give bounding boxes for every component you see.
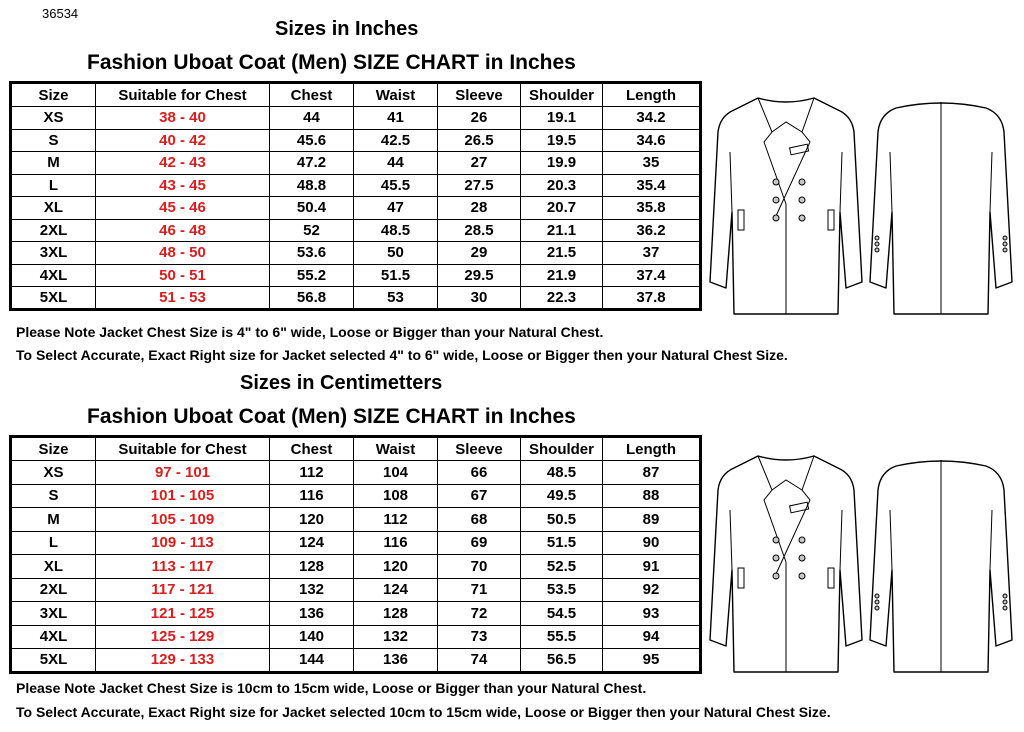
measurement-cell: 27 xyxy=(438,152,521,175)
chest-range-cell: 45 - 46 xyxy=(96,197,270,220)
measurement-cell: 42.5 xyxy=(354,129,438,152)
size-cell: M xyxy=(11,508,96,532)
measurement-cell: 55.2 xyxy=(270,264,354,287)
inches-note-2: To Select Accurate, Exact Right size for Jacket selected 4" to 6" wide, Loose or Bigger then your Natural Chest Size. xyxy=(16,347,788,363)
measurement-cell: 128 xyxy=(354,602,438,626)
measurement-cell: 21.1 xyxy=(521,219,603,242)
measurement-cell: 69 xyxy=(438,531,521,555)
measurement-cell: 48.8 xyxy=(270,174,354,197)
measurement-cell: 35 xyxy=(603,152,701,175)
measurement-cell: 67 xyxy=(438,484,521,508)
coat-back-icon xyxy=(866,450,1016,680)
measurement-cell: 104 xyxy=(354,461,438,485)
chest-range-cell: 40 - 42 xyxy=(96,129,270,152)
measurement-cell: 88 xyxy=(603,484,701,508)
measurement-cell: 92 xyxy=(603,578,701,602)
measurement-cell: 112 xyxy=(270,461,354,485)
measurement-cell: 54.5 xyxy=(521,602,603,626)
column-header: Suitable for Chest xyxy=(96,83,270,107)
measurement-cell: 66 xyxy=(438,461,521,485)
table-row xyxy=(11,219,701,242)
measurement-cell: 116 xyxy=(270,484,354,508)
measurement-cell: 74 xyxy=(438,649,521,673)
table-row xyxy=(11,484,701,508)
measurement-cell: 26 xyxy=(438,107,521,130)
table-header-row xyxy=(11,437,701,461)
size-table-inches xyxy=(9,81,702,311)
inches-title: Fashion Uboat Coat (Men) SIZE CHART in Inches xyxy=(87,51,576,74)
measurement-cell: 124 xyxy=(354,578,438,602)
table-row xyxy=(11,461,701,485)
measurement-cell: 28 xyxy=(438,197,521,220)
measurement-cell: 108 xyxy=(354,484,438,508)
table-header-row xyxy=(11,83,701,107)
measurement-cell: 87 xyxy=(603,461,701,485)
measurement-cell: 45.5 xyxy=(354,174,438,197)
table-row xyxy=(11,107,701,130)
size-cell: XL xyxy=(11,197,96,220)
size-cell: 5XL xyxy=(11,287,96,310)
measurement-cell: 20.7 xyxy=(521,197,603,220)
column-header: Chest xyxy=(270,83,354,107)
size-cell: 2XL xyxy=(11,219,96,242)
size-cell: S xyxy=(11,129,96,152)
measurement-cell: 128 xyxy=(270,555,354,579)
measurement-cell: 52 xyxy=(270,219,354,242)
table-row xyxy=(11,602,701,626)
measurement-cell: 70 xyxy=(438,555,521,579)
column-header: Length xyxy=(603,437,701,461)
measurement-cell: 35.8 xyxy=(603,197,701,220)
table-row xyxy=(11,152,701,175)
measurement-cell: 20.3 xyxy=(521,174,603,197)
table-row xyxy=(11,197,701,220)
measurement-cell: 26.5 xyxy=(438,129,521,152)
column-header: Length xyxy=(603,83,701,107)
size-cell: M xyxy=(11,152,96,175)
measurement-cell: 136 xyxy=(270,602,354,626)
chest-range-cell: 105 - 109 xyxy=(96,508,270,532)
size-cell: XS xyxy=(11,461,96,485)
measurement-cell: 53.5 xyxy=(521,578,603,602)
size-table-cm xyxy=(9,435,702,674)
table-row xyxy=(11,555,701,579)
coat-front-icon xyxy=(706,450,866,680)
measurement-cell: 49.5 xyxy=(521,484,603,508)
table-row xyxy=(11,242,701,265)
chest-range-cell: 38 - 40 xyxy=(96,107,270,130)
measurement-cell: 37.4 xyxy=(603,264,701,287)
measurement-cell: 56.5 xyxy=(521,649,603,673)
chest-range-cell: 97 - 101 xyxy=(96,461,270,485)
column-header: Shoulder xyxy=(521,83,603,107)
measurement-cell: 37 xyxy=(603,242,701,265)
measurement-cell: 48.5 xyxy=(521,461,603,485)
inches-note-1: Please Note Jacket Chest Size is 4" to 6" wide, Loose or Bigger than your Natural Chest. xyxy=(16,324,604,340)
measurement-cell: 50.4 xyxy=(270,197,354,220)
measurement-cell: 21.5 xyxy=(521,242,603,265)
measurement-cell: 112 xyxy=(354,508,438,532)
size-cell: XS xyxy=(11,107,96,130)
chest-range-cell: 117 - 121 xyxy=(96,578,270,602)
chest-range-cell: 46 - 48 xyxy=(96,219,270,242)
measurement-cell: 27.5 xyxy=(438,174,521,197)
column-header: Waist xyxy=(354,83,438,107)
table-row xyxy=(11,508,701,532)
column-header: Size xyxy=(11,437,96,461)
size-cell: S xyxy=(11,484,96,508)
measurement-cell: 36.2 xyxy=(603,219,701,242)
table-row xyxy=(11,129,701,152)
measurement-cell: 140 xyxy=(270,625,354,649)
measurement-cell: 89 xyxy=(603,508,701,532)
measurement-cell: 124 xyxy=(270,531,354,555)
measurement-cell: 44 xyxy=(354,152,438,175)
size-cell: XL xyxy=(11,555,96,579)
measurement-cell: 144 xyxy=(270,649,354,673)
size-cell: L xyxy=(11,174,96,197)
column-header: Shoulder xyxy=(521,437,603,461)
column-header: Suitable for Chest xyxy=(96,437,270,461)
size-cell: 5XL xyxy=(11,649,96,673)
measurement-cell: 50 xyxy=(354,242,438,265)
measurement-cell: 132 xyxy=(354,625,438,649)
measurement-cell: 19.9 xyxy=(521,152,603,175)
cm-title: Fashion Uboat Coat (Men) SIZE CHART in Inches xyxy=(87,405,576,428)
size-cell: 4XL xyxy=(11,264,96,287)
coat-front-icon xyxy=(706,92,866,322)
size-cell: 4XL xyxy=(11,625,96,649)
chest-range-cell: 101 - 105 xyxy=(96,484,270,508)
measurement-cell: 94 xyxy=(603,625,701,649)
measurement-cell: 93 xyxy=(603,602,701,626)
measurement-cell: 91 xyxy=(603,555,701,579)
measurement-cell: 73 xyxy=(438,625,521,649)
chest-range-cell: 113 - 117 xyxy=(96,555,270,579)
chest-range-cell: 109 - 113 xyxy=(96,531,270,555)
measurement-cell: 28.5 xyxy=(438,219,521,242)
inches-heading: Sizes in Inches xyxy=(275,18,419,40)
measurement-cell: 48.5 xyxy=(354,219,438,242)
measurement-cell: 90 xyxy=(603,531,701,555)
table-row xyxy=(11,578,701,602)
column-header: Size xyxy=(11,83,96,107)
measurement-cell: 53 xyxy=(354,287,438,310)
chest-range-cell: 121 - 125 xyxy=(96,602,270,626)
product-code: 36534 xyxy=(42,6,79,21)
measurement-cell: 29.5 xyxy=(438,264,521,287)
measurement-cell: 34.6 xyxy=(603,129,701,152)
table-row xyxy=(11,531,701,555)
table-row xyxy=(11,625,701,649)
measurement-cell: 41 xyxy=(354,107,438,130)
measurement-cell: 56.8 xyxy=(270,287,354,310)
measurement-cell: 22.3 xyxy=(521,287,603,310)
measurement-cell: 71 xyxy=(438,578,521,602)
measurement-cell: 55.5 xyxy=(521,625,603,649)
measurement-cell: 34.2 xyxy=(603,107,701,130)
chest-range-cell: 50 - 51 xyxy=(96,264,270,287)
measurement-cell: 45.6 xyxy=(270,129,354,152)
column-header: Waist xyxy=(354,437,438,461)
measurement-cell: 116 xyxy=(354,531,438,555)
chest-range-cell: 51 - 53 xyxy=(96,287,270,310)
chest-range-cell: 42 - 43 xyxy=(96,152,270,175)
chest-range-cell: 129 - 133 xyxy=(96,649,270,673)
cm-heading: Sizes in Centimetters xyxy=(240,372,443,394)
measurement-cell: 136 xyxy=(354,649,438,673)
table-row xyxy=(11,174,701,197)
measurement-cell: 120 xyxy=(354,555,438,579)
cm-note-1: Please Note Jacket Chest Size is 10cm to 15cm wide, Loose or Bigger than your Natural Chest. xyxy=(16,680,647,696)
measurement-cell: 19.1 xyxy=(521,107,603,130)
table-row xyxy=(11,287,701,310)
column-header: Chest xyxy=(270,437,354,461)
measurement-cell: 72 xyxy=(438,602,521,626)
measurement-cell: 51.5 xyxy=(354,264,438,287)
chest-range-cell: 43 - 45 xyxy=(96,174,270,197)
measurement-cell: 132 xyxy=(270,578,354,602)
measurement-cell: 50.5 xyxy=(521,508,603,532)
column-header: Sleeve xyxy=(438,83,521,107)
measurement-cell: 44 xyxy=(270,107,354,130)
measurement-cell: 19.5 xyxy=(521,129,603,152)
measurement-cell: 47.2 xyxy=(270,152,354,175)
size-cell: 2XL xyxy=(11,578,96,602)
table-row xyxy=(11,264,701,287)
measurement-cell: 35.4 xyxy=(603,174,701,197)
measurement-cell: 120 xyxy=(270,508,354,532)
measurement-cell: 51.5 xyxy=(521,531,603,555)
measurement-cell: 68 xyxy=(438,508,521,532)
size-cell: 3XL xyxy=(11,602,96,626)
measurement-cell: 52.5 xyxy=(521,555,603,579)
column-header: Sleeve xyxy=(438,437,521,461)
measurement-cell: 29 xyxy=(438,242,521,265)
cm-note-2: To Select Accurate, Exact Right size for Jacket selected 10cm to 15cm wide, Loose or Bigger then your Natural Chest Size. xyxy=(16,704,831,720)
coat-back-icon xyxy=(866,92,1016,322)
measurement-cell: 37.8 xyxy=(603,287,701,310)
measurement-cell: 30 xyxy=(438,287,521,310)
size-cell: 3XL xyxy=(11,242,96,265)
measurement-cell: 47 xyxy=(354,197,438,220)
measurement-cell: 95 xyxy=(603,649,701,673)
size-cell: L xyxy=(11,531,96,555)
measurement-cell: 53.6 xyxy=(270,242,354,265)
chest-range-cell: 125 - 129 xyxy=(96,625,270,649)
chest-range-cell: 48 - 50 xyxy=(96,242,270,265)
table-row xyxy=(11,649,701,673)
measurement-cell: 21.9 xyxy=(521,264,603,287)
